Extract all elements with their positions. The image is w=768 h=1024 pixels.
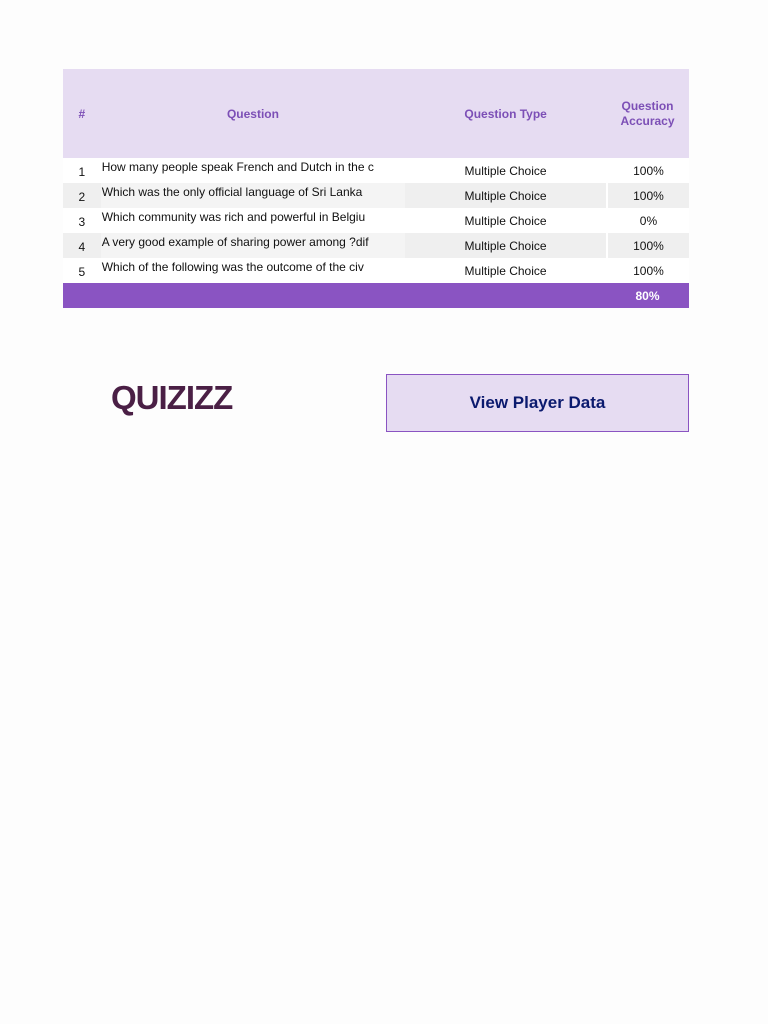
row-question: Which of the following was the outcome of the civ — [101, 258, 405, 283]
row-number: 4 — [78, 240, 86, 254]
header-number: # — [78, 106, 86, 121]
row-accuracy: 100% — [606, 258, 689, 283]
row-number: 1 — [78, 165, 86, 179]
table-row — [63, 233, 689, 258]
table-row — [63, 208, 689, 233]
header-question-type: Question Type — [464, 106, 547, 121]
table-footer — [63, 283, 689, 308]
row-accuracy: 100% — [606, 233, 689, 258]
row-accuracy: 100% — [606, 158, 689, 183]
row-question-type: Multiple Choice — [464, 264, 547, 278]
row-question-type: Multiple Choice — [464, 164, 547, 178]
header-accuracy-line1: Question — [621, 98, 674, 113]
table-body — [63, 158, 689, 283]
table-row — [63, 183, 689, 208]
row-number: 2 — [78, 190, 86, 204]
header-accuracy-line2: Accuracy — [620, 113, 675, 128]
footer-average-accuracy: 80% — [635, 288, 660, 303]
row-question: A very good example of sharing power among ?dif — [101, 233, 405, 258]
row-question-type: Multiple Choice — [464, 214, 547, 228]
row-accuracy: 100% — [606, 183, 689, 208]
questions-table — [63, 69, 689, 308]
row-number: 3 — [78, 215, 86, 229]
table-header — [63, 69, 689, 158]
table-row — [63, 158, 689, 183]
row-number: 5 — [78, 265, 86, 279]
view-player-data-button[interactable]: View Player Data — [386, 374, 689, 432]
row-question: Which community was rich and powerful in Belgiu — [101, 208, 405, 233]
row-question-type: Multiple Choice — [464, 239, 547, 253]
header-question-accuracy — [606, 99, 689, 129]
row-question: How many people speak French and Dutch in the c — [101, 158, 405, 183]
logo-text: QUIZIZZ — [111, 379, 233, 416]
table-row — [63, 258, 689, 283]
row-question: Which was the only official language of Sri Lanka — [101, 183, 405, 208]
header-question: Question — [226, 106, 279, 121]
row-question-type: Multiple Choice — [464, 189, 547, 203]
quizizz-logo — [111, 378, 233, 418]
row-accuracy: 0% — [606, 208, 689, 233]
